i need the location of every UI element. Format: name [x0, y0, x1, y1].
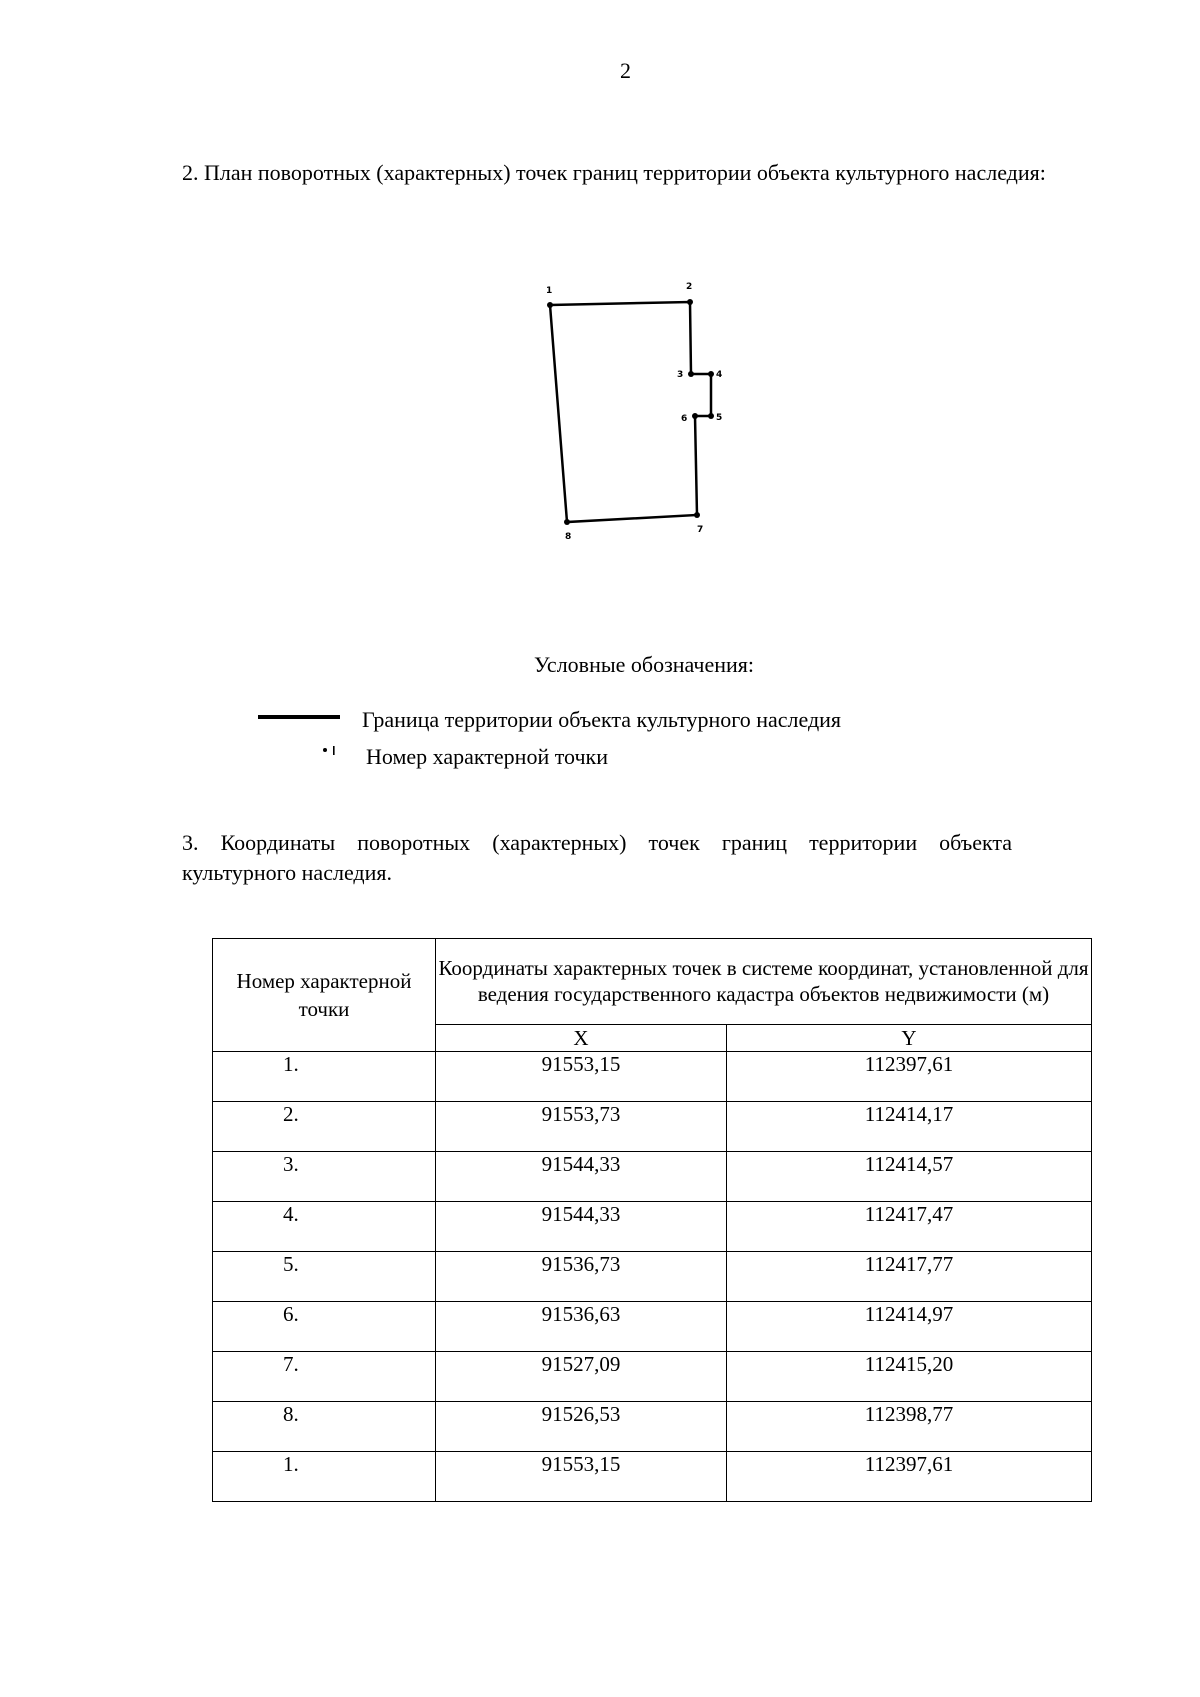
header-coordinates: Координаты характерных точек в системе координат, установленной для ведения государственного кадастра объектов недвижимости (м) [436, 939, 1092, 1025]
coord-y: 112398,77 [727, 1402, 1092, 1452]
boundary-point-5 [708, 413, 714, 419]
coord-y: 112397,61 [727, 1452, 1092, 1502]
boundary-point-4 [708, 371, 714, 377]
point-label-8: 8 [565, 532, 572, 542]
legend-point-label: Номер характерной точки [366, 744, 608, 769]
point-label-1: 1 [546, 286, 553, 296]
table-row [213, 1402, 1092, 1452]
point-number: 5. [213, 1252, 436, 1302]
table-row [213, 1352, 1092, 1402]
coord-x: 91527,09 [436, 1352, 727, 1402]
table-row [213, 1102, 1092, 1152]
boundary-points [547, 299, 714, 525]
coord-y: 112397,61 [727, 1052, 1092, 1102]
point-number: 2. [213, 1102, 436, 1152]
point-number: 1. [213, 1452, 436, 1502]
point-number: 6. [213, 1302, 436, 1352]
point-label-7: 7 [697, 525, 704, 535]
legend-point-symbol [322, 745, 338, 759]
boundary-point-7 [694, 512, 700, 518]
coord-x: 91536,63 [436, 1302, 727, 1352]
table-row [213, 1252, 1092, 1302]
point-number: 3. [213, 1152, 436, 1202]
boundary-point-3 [688, 371, 694, 377]
boundary-line [550, 302, 711, 522]
coord-x: 91544,33 [436, 1152, 727, 1202]
coord-y: 112414,97 [727, 1302, 1092, 1352]
boundary-point-2 [687, 299, 693, 305]
table-row [213, 1302, 1092, 1352]
coord-y: 112414,57 [727, 1152, 1092, 1202]
legend-boundary-line-symbol [258, 715, 340, 719]
coordinates-table [212, 938, 1092, 1502]
page-number: 2 [620, 58, 631, 83]
coord-y: 112414,17 [727, 1102, 1092, 1152]
point-number: 1. [213, 1052, 436, 1102]
coord-x: 91526,53 [436, 1402, 727, 1452]
point-number: 7. [213, 1352, 436, 1402]
coord-y: 112415,20 [727, 1352, 1092, 1402]
point-number: 4. [213, 1202, 436, 1252]
point-label-4: 4 [716, 370, 723, 380]
coord-y: 112417,77 [727, 1252, 1092, 1302]
table-row [213, 1052, 1092, 1102]
section-2-title: 2. План поворотных (характерных) точек границ территории объекта культурного наследия: [182, 160, 1046, 185]
point-number: 8. [213, 1402, 436, 1452]
header-point-number: Номер характерной точки [213, 939, 436, 1052]
coord-y: 112417,47 [727, 1202, 1092, 1252]
legend-boundary-label: Граница территории объекта культурного наследия [362, 707, 842, 732]
coord-x: 91553,15 [436, 1052, 727, 1102]
boundary-point-6 [692, 413, 698, 419]
boundary-point-8 [564, 519, 570, 525]
point-label-3: 3 [677, 370, 684, 380]
point-label-6: 6 [681, 414, 688, 424]
point-label-2: 2 [686, 282, 693, 292]
header-y: Y [727, 1024, 1092, 1051]
legend-title: Условные обозначения: [534, 652, 755, 677]
coord-x: 91536,73 [436, 1252, 727, 1302]
section-3-title: 3. Координаты поворотных (характерных) точек границ территории объекта культурного наследия. [182, 830, 1012, 885]
coord-x: 91553,73 [436, 1102, 727, 1152]
table-row [213, 1202, 1092, 1252]
boundary-point-1 [547, 302, 553, 308]
table-row [213, 1152, 1092, 1202]
coord-x: 91544,33 [436, 1202, 727, 1252]
coord-x: 91553,15 [436, 1452, 727, 1502]
header-x: X [436, 1024, 727, 1051]
table-row [213, 1452, 1092, 1502]
point-label-5: 5 [716, 413, 723, 423]
